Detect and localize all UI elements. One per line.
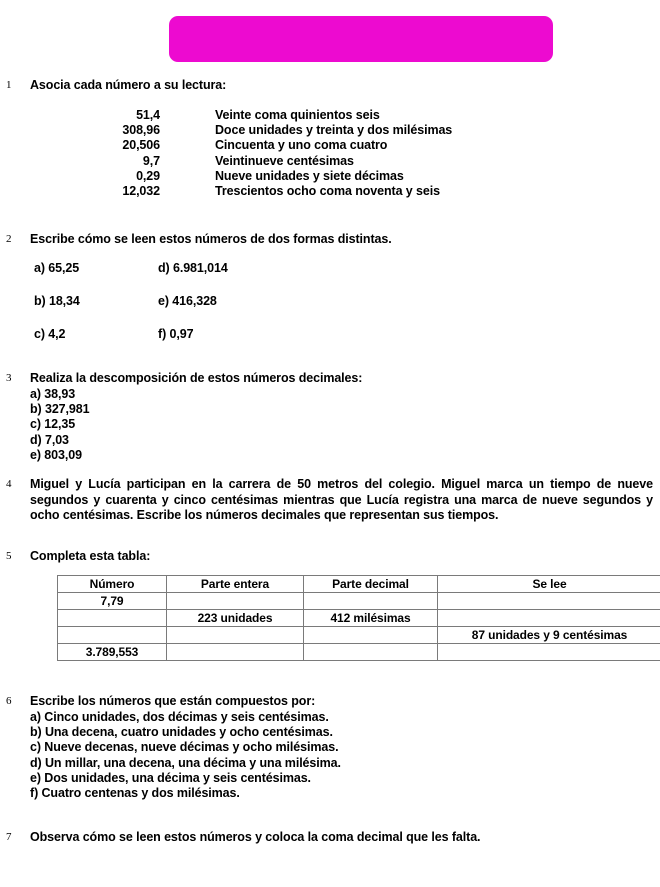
table-cell[interactable]: 7,79 bbox=[58, 593, 167, 610]
match-number: 9,7 bbox=[142, 153, 160, 168]
match-reading: Nueve unidades y siete décimas bbox=[215, 168, 404, 183]
exercise-3-item: c) 12,35 bbox=[30, 417, 76, 432]
exercise-1-match-list bbox=[30, 108, 655, 200]
exercise-6-item: d) Un millar, una decena, una décima y una milésima. bbox=[30, 755, 341, 770]
exercise-6 bbox=[0, 694, 660, 801]
exercise-7-number: 7 bbox=[6, 831, 12, 843]
match-number: 12,032 bbox=[122, 184, 160, 199]
exercise-4 bbox=[0, 477, 660, 524]
exercise-6-number: 6 bbox=[6, 695, 12, 707]
table-cell[interactable] bbox=[304, 644, 438, 661]
table-cell[interactable]: 3.789,553 bbox=[58, 644, 167, 661]
table-row bbox=[58, 627, 660, 644]
exercise-2-item: e) 416,328 bbox=[158, 294, 217, 308]
table-cell[interactable] bbox=[167, 644, 304, 661]
exercise-3-title: Realiza la descomposición de estos números decimales: bbox=[30, 371, 363, 385]
exercise-2-item: c) 4,2 bbox=[34, 327, 66, 341]
exercise-6-item: c) Nueve decenas, nueve décimas y ocho milésimas. bbox=[30, 740, 339, 755]
exercise-5 bbox=[0, 549, 660, 661]
table-cell[interactable] bbox=[438, 593, 660, 610]
exercise-1 bbox=[0, 78, 660, 200]
exercise-1-title: Asocia cada número a su lectura: bbox=[30, 78, 227, 92]
exercise-2-title: Escribe cómo se leen estos números de dos formas distintas. bbox=[30, 232, 392, 246]
match-number: 308,96 bbox=[122, 123, 160, 138]
exercise-3-item: e) 803,09 bbox=[30, 447, 82, 462]
exercise-4-number: 4 bbox=[6, 478, 12, 490]
match-reading: Doce unidades y treinta y dos milésimas bbox=[215, 123, 453, 138]
match-number: 51,4 bbox=[136, 108, 160, 122]
exercise-3-item: a) 38,93 bbox=[30, 387, 76, 401]
table-cell[interactable] bbox=[167, 593, 304, 610]
exercise-1-number: 1 bbox=[6, 79, 12, 91]
match-number: 0,29 bbox=[136, 168, 160, 183]
exercise-3-number: 3 bbox=[6, 372, 12, 384]
exercise-7 bbox=[0, 830, 660, 845]
table-cell[interactable]: 223 unidades bbox=[167, 610, 304, 627]
exercise-3-item: b) 327,981 bbox=[30, 402, 90, 417]
table-cell[interactable] bbox=[58, 610, 167, 627]
exercise-2-items bbox=[30, 261, 655, 341]
table-cell[interactable] bbox=[438, 644, 660, 661]
table-cell[interactable] bbox=[304, 627, 438, 644]
exercise-6-items bbox=[30, 710, 655, 801]
table-cell[interactable] bbox=[167, 627, 304, 644]
exercise-1-numbers-column bbox=[52, 108, 160, 199]
table-header-cell: Se lee bbox=[438, 576, 660, 593]
completa-tabla bbox=[57, 575, 660, 661]
table-row bbox=[58, 610, 660, 627]
exercise-5-table-wrap bbox=[57, 575, 655, 661]
table-cell[interactable]: 412 milésimas bbox=[304, 610, 438, 627]
table-header-cell: Parte decimal bbox=[304, 576, 438, 593]
exercise-6-title: Escribe los números que están compuestos por: bbox=[30, 694, 316, 708]
exercise-5-title: Completa esta tabla: bbox=[30, 549, 151, 563]
match-number: 20,506 bbox=[122, 138, 160, 153]
exercise-1-readings-column bbox=[215, 108, 452, 199]
match-reading: Trescientos ocho coma noventa y seis bbox=[215, 184, 440, 199]
exercise-3 bbox=[0, 371, 660, 463]
exercise-2-number: 2 bbox=[6, 233, 12, 245]
exercise-2-item: d) 6.981,014 bbox=[158, 261, 228, 275]
table-cell[interactable]: 87 unidades y 9 centésimas bbox=[438, 627, 660, 644]
exercise-4-text: Miguel y Lucía participan en la carrera de 50 metros del colegio. Miguel marca un tiempo de nueve segundos y cuarenta y cinco centésimas mientras que Lucía registra una marca de nueve segundos y ocho centésimas. Escribe los números decimales que representan sus tiempos. bbox=[30, 477, 653, 522]
exercise-3-item: d) 7,03 bbox=[30, 432, 69, 447]
table-cell[interactable] bbox=[304, 593, 438, 610]
exercise-3-items bbox=[30, 387, 655, 463]
exercise-6-item: a) Cinco unidades, dos décimas y seis centésimas. bbox=[30, 710, 329, 724]
table-row bbox=[58, 593, 660, 610]
header-banner bbox=[169, 16, 553, 62]
exercise-5-number: 5 bbox=[6, 550, 12, 562]
table-cell[interactable] bbox=[58, 627, 167, 644]
exercise-6-item: e) Dos unidades, una décima y seis centésimas. bbox=[30, 770, 311, 785]
table-row bbox=[58, 644, 660, 661]
match-reading: Veinte coma quinientos seis bbox=[215, 108, 380, 122]
exercise-2-item: a) 65,25 bbox=[34, 261, 80, 275]
exercise-2-item: b) 18,34 bbox=[34, 294, 80, 308]
table-cell[interactable] bbox=[438, 610, 660, 627]
exercise-2 bbox=[0, 232, 660, 341]
table-header-cell: Parte entera bbox=[167, 576, 304, 593]
exercise-6-item: f) Cuatro centenas y dos milésimas. bbox=[30, 786, 240, 801]
table-header-row bbox=[58, 576, 660, 593]
match-reading: Veintinueve centésimas bbox=[215, 153, 354, 168]
exercise-2-item: f) 0,97 bbox=[158, 327, 194, 341]
match-reading: Cincuenta y uno coma cuatro bbox=[215, 138, 388, 153]
exercise-7-title: Observa cómo se leen estos números y coloca la coma decimal que les falta. bbox=[30, 830, 481, 844]
table-header-cell: Número bbox=[58, 576, 167, 593]
exercise-6-item: b) Una decena, cuatro unidades y ocho centésimas. bbox=[30, 725, 333, 740]
